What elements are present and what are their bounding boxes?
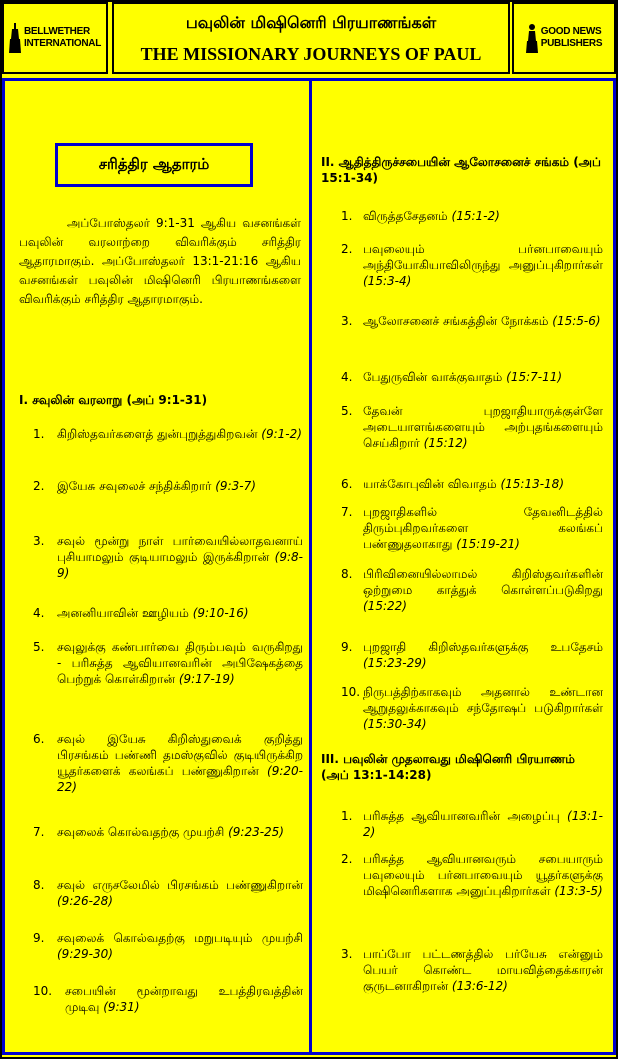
item-number: 3. bbox=[341, 947, 353, 961]
item-number: 8. bbox=[341, 567, 353, 581]
item-ref: (15:13-18) bbox=[500, 477, 564, 491]
item-ref: (9:17-19) bbox=[178, 672, 235, 686]
section-2-heading: II. ஆதித்திருச்சபையின் ஆலோசனைச் சங்கம் (அப் 15:1-34) bbox=[321, 155, 601, 185]
item-ref: (9:10-16) bbox=[192, 606, 249, 620]
item-number: 2. bbox=[341, 242, 353, 256]
item-text: யாக்கோபுவின் விவாதம் bbox=[363, 477, 497, 491]
list-item bbox=[341, 476, 603, 492]
left-column bbox=[5, 81, 312, 1052]
list-item bbox=[33, 824, 303, 840]
item-text: சவுல் இயேசு கிறிஸ்துவைக் குறித்து பிரசங்கம் பண்ணி தமஸ்குவில் குடியிருக்கிற யூதர்களைக் கலங்கப் பண்ணுகிறான் bbox=[57, 732, 303, 778]
list-item bbox=[341, 851, 603, 899]
item-text: புறஜாதி கிறிஸ்தவர்களுக்கு உபதேசம் bbox=[363, 640, 603, 654]
item-ref: (9:26-28) bbox=[57, 894, 113, 908]
right-column bbox=[315, 81, 613, 1052]
item-text: சபையின் மூன்றாவது உபத்திரவத்தின் முடிவு bbox=[65, 984, 303, 1014]
item-text: சவுல் மூன்று நாள் பார்வையில்லாதவனாய் புசியாமலும் குடியாமலும் இருக்கிறான் bbox=[57, 534, 303, 564]
section-3-heading: III. பவுலின் முதலாவது மிஷினெரி பிரயாணம் (அப் 13:1-14:28) bbox=[321, 752, 575, 782]
item-number: 10. bbox=[341, 685, 361, 699]
item-ref: (13:1-2) bbox=[363, 809, 603, 839]
item-number: 5. bbox=[341, 404, 353, 418]
item-ref: (9:1-2) bbox=[261, 427, 302, 441]
left-logo-line1: BELLWETHER bbox=[23, 26, 90, 37]
item-text: பேதுருவின் வாக்குவாதம் bbox=[363, 370, 503, 384]
list-item bbox=[33, 605, 303, 621]
list-item bbox=[341, 369, 603, 385]
item-number: 1. bbox=[341, 809, 353, 823]
good-news-logo bbox=[512, 2, 616, 74]
item-number: 4. bbox=[341, 370, 353, 384]
list-item bbox=[33, 930, 303, 962]
item-ref: (9:8-9) bbox=[57, 550, 303, 580]
list-item bbox=[341, 313, 603, 329]
list-item bbox=[33, 639, 303, 687]
item-text: புறஜாதிகளில் தேவனிடத்தில் திரும்புகிறவர்களை கலங்கப் பண்ணுதலாகாது bbox=[363, 505, 603, 551]
content-columns bbox=[2, 78, 616, 1055]
list-item bbox=[33, 478, 303, 494]
item-ref: (9:20-22) bbox=[57, 764, 303, 794]
item-ref: (9:3-7) bbox=[215, 479, 256, 493]
item-number: 8. bbox=[33, 878, 45, 892]
item-ref: (15:7-11) bbox=[506, 370, 563, 384]
list-item bbox=[341, 639, 603, 671]
item-ref: (15:12) bbox=[423, 436, 468, 450]
title-english: THE MISSIONARY JOURNEYS OF PAUL bbox=[140, 44, 482, 64]
list-item bbox=[33, 533, 303, 581]
list-item bbox=[33, 983, 303, 1015]
item-text: பரிசுத்த ஆவியானவரும் சபையாரும் பவுலையும் பர்னபாவையும் யூதர்களுக்கு மிஷினெரிகளாக அனுப்புகிறார்கள் bbox=[363, 852, 603, 898]
item-number: 2. bbox=[33, 479, 45, 493]
item-number: 5. bbox=[33, 640, 45, 654]
list-item bbox=[33, 877, 303, 909]
item-text: சவுலுக்கு கண்பார்வை திரும்பவும் வருகிறது - பரிசுத்த ஆவியானவரின் அபிஷேகத்தை பெற்றுக் கொள்கிறான் bbox=[57, 640, 303, 686]
item-number: 9. bbox=[33, 931, 45, 945]
item-text: நிருபத்திற்காகவும் அதனால் உண்டான ஆறுதலுக்காகவும் சந்தோஷப் படுகிறார்கள் bbox=[363, 685, 603, 715]
header bbox=[2, 2, 616, 76]
title-tamil: பவுலின் மிஷினெரி பிரயாணங்கள் bbox=[185, 13, 437, 32]
list-item bbox=[341, 808, 603, 840]
item-text: சவுல் எருசலேமில் பிரசங்கம் பண்ணுகிறான் bbox=[57, 878, 303, 892]
item-text: சவுலைக் கொல்வதற்கு முயற்சி bbox=[57, 825, 225, 839]
historical-source-title: சரித்திர ஆதாரம் bbox=[55, 143, 253, 187]
left-logo-line2: INTERNATIONAL bbox=[23, 38, 102, 49]
item-number: 6. bbox=[341, 477, 353, 491]
item-text: அனனியாவின் ஊழியம் bbox=[57, 606, 189, 620]
item-ref: (15:23-29) bbox=[363, 656, 427, 670]
item-number: 3. bbox=[33, 534, 45, 548]
list-item bbox=[341, 403, 603, 451]
list-item bbox=[33, 731, 303, 795]
item-number: 4. bbox=[33, 606, 45, 620]
item-ref: (9:29-30) bbox=[57, 947, 113, 961]
item-number: 7. bbox=[341, 505, 353, 519]
bellwether-logo bbox=[2, 2, 108, 74]
item-number: 10. bbox=[33, 984, 53, 998]
item-ref: (13:3-5) bbox=[554, 884, 603, 898]
list-item bbox=[341, 946, 603, 994]
item-text: பாப்போ பட்டணத்தில் பர்யேசு என்னும் பெயர் கொண்ட மாயவித்தைக்காரன் குருடனாகிறான் bbox=[363, 947, 603, 993]
item-text: ஆலோசனைச் சங்கத்தின் நோக்கம் bbox=[363, 314, 549, 328]
item-text: இயேசு சவுலைச் சந்திக்கிறார் bbox=[57, 479, 212, 493]
item-text: தேவன் புறஜாதியாருக்குள்ளே அடையாளங்களையும் அற்புதங்களையும் செய்கிறார் bbox=[363, 404, 603, 450]
right-logo-line2: PUBLISHERS bbox=[540, 38, 603, 49]
item-number: 1. bbox=[341, 209, 353, 223]
item-ref: (15:3-4) bbox=[363, 274, 412, 288]
item-text: கிறிஸ்தவர்களைத் துன்புறுத்துகிறவன் bbox=[57, 427, 258, 441]
item-text: சவுலைக் கொல்வதற்கு மறுபடியும் முயற்சி bbox=[57, 931, 303, 945]
right-logo-line1: GOOD NEWS bbox=[540, 26, 602, 37]
item-ref: (15:1-2) bbox=[451, 209, 500, 223]
title-box bbox=[112, 2, 510, 74]
item-ref: (15:5-6) bbox=[552, 314, 601, 328]
list-item bbox=[33, 426, 303, 442]
item-text: பிரிவினையில்லாமல் கிறிஸ்தவர்களின் ஒற்றுமை காத்துக் கொள்ளப்படுகிறது bbox=[363, 567, 603, 597]
item-ref: (15:19-21) bbox=[456, 537, 520, 551]
item-ref: (13:6-12) bbox=[451, 979, 508, 993]
list-item bbox=[341, 684, 603, 732]
item-number: 3. bbox=[341, 314, 353, 328]
item-text: விருத்தசேதனம் bbox=[363, 209, 448, 223]
item-number: 6. bbox=[33, 732, 45, 746]
item-text: பரிசுத்த ஆவியானவரின் அழைப்பு bbox=[363, 809, 560, 823]
lamp-icon bbox=[526, 23, 538, 53]
list-item bbox=[341, 504, 603, 552]
item-ref: (15:30-34) bbox=[363, 717, 427, 731]
item-number: 1. bbox=[33, 427, 45, 441]
item-ref: (9:31) bbox=[103, 1000, 140, 1014]
item-number: 2. bbox=[341, 852, 353, 866]
section-1-heading: I. சவுலின் வரலாறு (அப் 9:1-31) bbox=[19, 393, 208, 407]
item-number: 7. bbox=[33, 825, 45, 839]
item-number: 9. bbox=[341, 640, 353, 654]
list-item bbox=[341, 241, 603, 289]
item-text: பவுலையும் பர்னபாவையும் அந்தியோகியாவிலிருந்து அனுப்புகிறார்கள் bbox=[363, 242, 603, 272]
item-ref: (9:23-25) bbox=[228, 825, 284, 839]
list-item bbox=[341, 208, 603, 224]
item-ref: (15:22) bbox=[363, 599, 407, 613]
intro-paragraph: அப்போஸ்தலர் 9:1-31 ஆகிய வசனங்கள் பவுலின் வரலாற்றை விவரிக்கும் சரித்திர ஆதாரமாகும். அப்போஸ்தலர் 13:1-21:16 ஆகிய வசனங்கள் பவுலின் மிஷினெரி பிரயாணங்களை விவரிக்கும் சரித்திர ஆதாரமாகும். bbox=[19, 216, 301, 306]
bell-tower-icon bbox=[9, 23, 21, 53]
list-item bbox=[341, 566, 603, 614]
